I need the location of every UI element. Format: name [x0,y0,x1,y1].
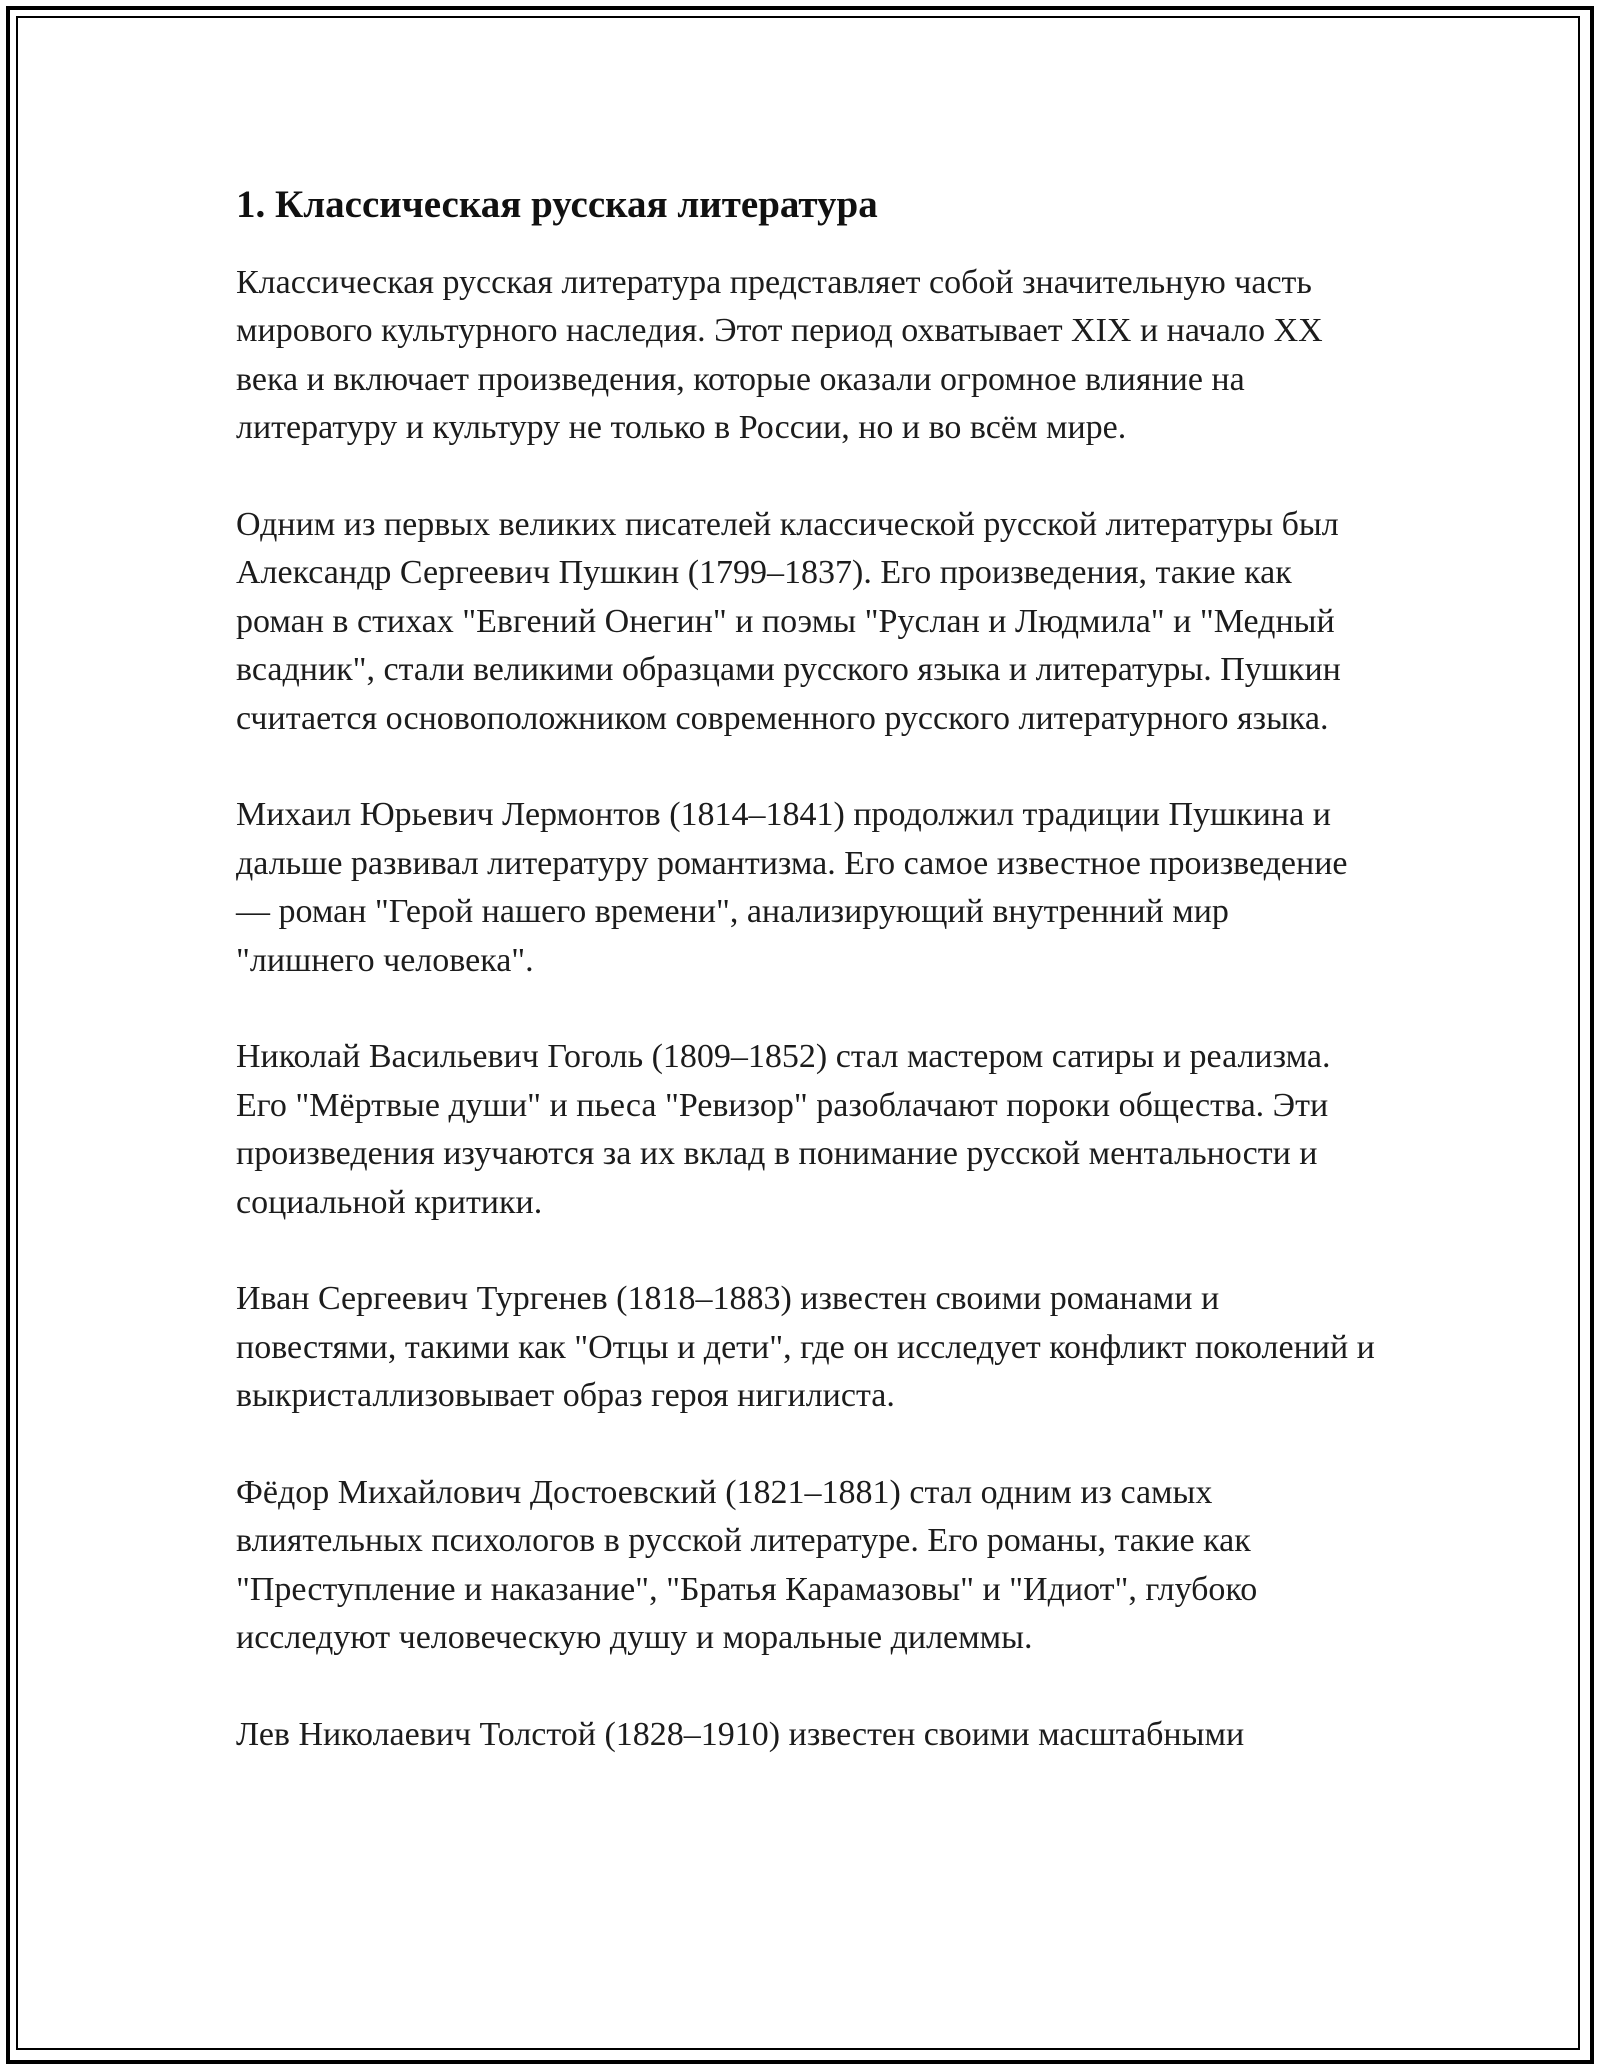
section-heading: 1. Классическая русская литература [236,183,878,226]
paragraph-gogol: Николай Васильевич Гоголь (1809–1852) стал мастером сатиры и реализма. Его "Мёртвые души" и пьеса "Ревизор" разоблачают пороки общества. Эти произведения изучаются за их вклад в понимание русской ментальности и социальной критики. [236,1038,1331,1221]
paragraph-tolstoy: Лев Николаевич Толстой (1828–1910) известен своими масштабными [236,1715,1245,1753]
paragraph-dostoevsky: Фёдор Михайлович Достоевский (1821–1881) стал одним из самых влиятельных психологов в русской литературе. Его романы, такие как "Преступление и наказание", "Братья Карамазовы" и "Идиот", глубоко исследуют человеческую душу и моральные дилеммы. [236,1473,1258,1657]
document-body [236,180,1376,1807]
paragraph-intro: Классическая русская литература представляет собой значительную часть мирового культурного наследия. Этот период охватывает XIX и начало XX века и включает произведения, которые оказали огромное влияние на литературу и культуру не только в России, но и во всём мире. [236,263,1323,447]
paragraph-turgenev: Иван Сергеевич Тургенев (1818–1883) известен своими романами и повестями, такими как "Отцы и дети", где он исследует конфликт поколений и выкристаллизовывает образ героя нигилиста. [236,1280,1375,1415]
paragraph-pushkin: Одним из первых великих писателей классической русской литературы был Александр Сергеевич Пушкин (1799–1837). Его произведения, такие как роман в стихах "Евгений Онегин" и поэмы "Руслан и Людмила" и "Медный всадник", стали великими образцами русского языка и литературы. Пушкин считается основоположником современного русского литературного языка. [236,505,1341,737]
paragraph-lermontov: Михаил Юрьевич Лермонтов (1814–1841) продолжил традиции Пушкина и дальше развивал литературу романтизма. Его самое известное произведение — роман "Герой нашего времени", анализирующий внутренний мир "лишнего человека". [236,796,1348,979]
